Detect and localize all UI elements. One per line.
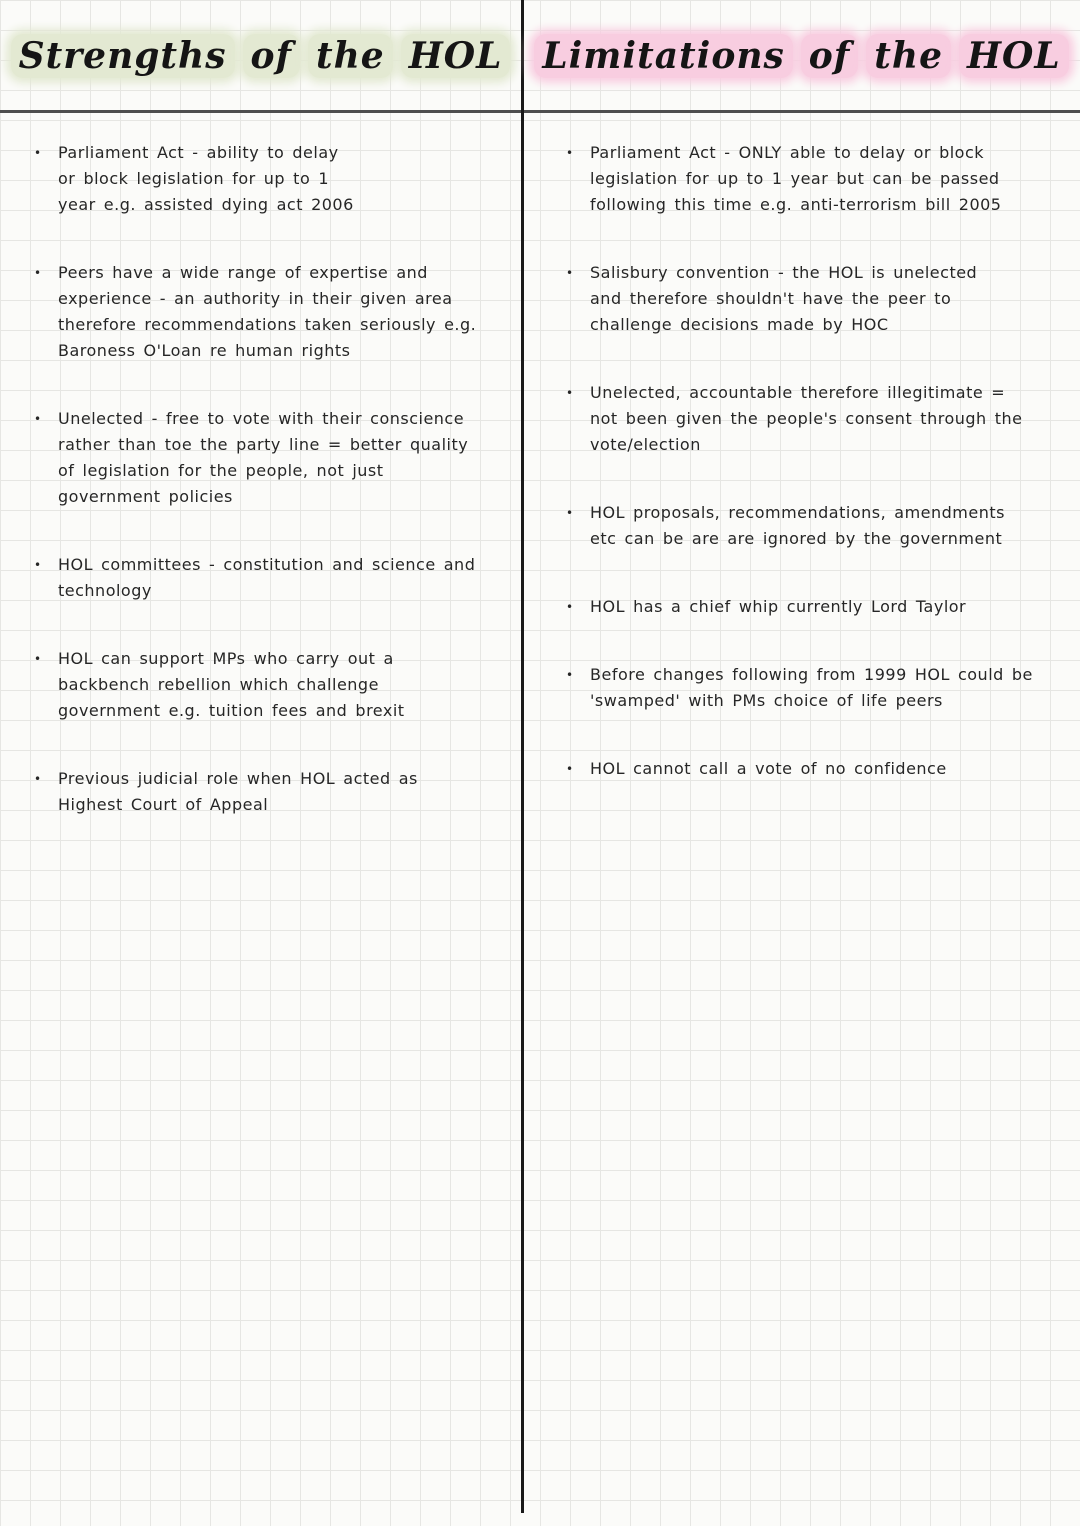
bullet-line: vote/election bbox=[590, 435, 701, 454]
bullet-item bbox=[560, 756, 1078, 782]
bullet-line: Salisbury convention - the HOL is unelected bbox=[590, 263, 978, 282]
strengths-bullet-list bbox=[28, 140, 520, 818]
bullet-line: government e.g. tuition fees and brexit bbox=[58, 701, 405, 720]
bullet-item bbox=[560, 260, 1078, 338]
bullet-lines bbox=[590, 756, 1078, 782]
bullet-line: etc can be are are ignored by the government bbox=[590, 529, 1003, 548]
bullet-line: HOL proposals, recommendations, amendments bbox=[590, 503, 1005, 522]
bullet-lines bbox=[58, 260, 520, 364]
bullet-line: government policies bbox=[58, 487, 233, 506]
bullet-item bbox=[28, 552, 520, 604]
bullet-line: 'swamped' with PMs choice of life peers bbox=[590, 691, 943, 710]
limitations-bullet-list bbox=[560, 140, 1078, 782]
bullet-line: HOL committees - constitution and science and bbox=[58, 555, 476, 574]
bullet-line: following this time e.g. anti-terrorism bill 2005 bbox=[590, 195, 1002, 214]
bullet-dot: • bbox=[566, 506, 574, 520]
bullet-lines bbox=[590, 140, 1078, 218]
limitations-title bbox=[523, 34, 1080, 78]
bullet-line: HOL cannot call a vote of no confidence bbox=[590, 759, 947, 778]
bullet-item bbox=[560, 140, 1078, 218]
bullet-dot: • bbox=[34, 652, 42, 666]
bullet-lines bbox=[590, 380, 1078, 458]
bullet-dot: • bbox=[566, 146, 574, 160]
bullet-line: HOL has a chief whip currently Lord Taylor bbox=[590, 597, 967, 616]
bullet-item bbox=[28, 406, 520, 510]
bullet-line: Unelected, accountable therefore illegitimate = bbox=[590, 383, 1006, 402]
title-word: of bbox=[801, 34, 859, 78]
bullet-dot: • bbox=[34, 772, 42, 786]
bullet-lines bbox=[590, 662, 1078, 714]
bullet-lines bbox=[58, 646, 520, 724]
bullet-dot: • bbox=[566, 600, 574, 614]
bullet-item bbox=[560, 594, 1078, 620]
bullet-lines bbox=[590, 594, 1078, 620]
bullet-line: technology bbox=[58, 581, 152, 600]
title-word: HOL bbox=[401, 34, 511, 78]
bullet-dot: • bbox=[566, 762, 574, 776]
bullet-item bbox=[28, 646, 520, 724]
bullet-item bbox=[560, 380, 1078, 458]
title-word: of bbox=[243, 34, 301, 78]
header-underline bbox=[0, 110, 1080, 113]
bullet-line: HOL can support MPs who carry out a bbox=[58, 649, 394, 668]
bullet-dot: • bbox=[34, 266, 42, 280]
bullet-lines bbox=[58, 140, 520, 218]
title-word: Limitations bbox=[534, 34, 792, 78]
bullet-line: Previous judicial role when HOL acted as bbox=[58, 769, 418, 788]
bullet-line: challenge decisions made by HOC bbox=[590, 315, 889, 334]
bullet-item bbox=[560, 662, 1078, 714]
bullet-dot: • bbox=[34, 146, 42, 160]
title-word: Strengths bbox=[11, 34, 235, 78]
bullet-line: of legislation for the people, not just bbox=[58, 461, 384, 480]
bullet-item bbox=[28, 766, 520, 818]
bullet-dot: • bbox=[34, 412, 42, 426]
bullet-lines bbox=[590, 260, 1078, 338]
bullet-lines bbox=[58, 766, 520, 818]
bullet-line: therefore recommendations taken seriously e.g. bbox=[58, 315, 477, 334]
bullet-dot: • bbox=[566, 266, 574, 280]
bullet-line: Peers have a wide range of expertise and bbox=[58, 263, 428, 282]
title-word: the bbox=[866, 34, 951, 78]
bullet-line: rather than toe the party line = better quality bbox=[58, 435, 469, 454]
bullet-line: Parliament Act - ONLY able to delay or block bbox=[590, 143, 985, 162]
bullet-item bbox=[28, 260, 520, 364]
bullet-dot: • bbox=[566, 668, 574, 682]
title-word: the bbox=[308, 34, 393, 78]
bullet-line: Highest Court of Appeal bbox=[58, 795, 269, 814]
title-word: HOL bbox=[959, 34, 1069, 78]
limitations-column bbox=[560, 140, 1078, 824]
column-divider bbox=[521, 0, 524, 1513]
bullet-line: or block legislation for up to 1 bbox=[58, 169, 329, 188]
strengths-title bbox=[0, 34, 521, 78]
bullet-line: Unelected - free to vote with their conscience bbox=[58, 409, 465, 428]
bullet-line: Before changes following from 1999 HOL could be bbox=[590, 665, 1033, 684]
bullet-lines bbox=[590, 500, 1078, 552]
strengths-column bbox=[28, 140, 520, 860]
bullet-lines bbox=[58, 406, 520, 510]
bullet-line: Baroness O'Loan re human rights bbox=[58, 341, 351, 360]
bullet-line: Parliament Act - ability to delay bbox=[58, 143, 339, 162]
bullet-lines bbox=[58, 552, 520, 604]
bullet-dot: • bbox=[34, 558, 42, 572]
bullet-line: and therefore shouldn't have the peer to bbox=[590, 289, 952, 308]
bullet-dot: • bbox=[566, 386, 574, 400]
bullet-item bbox=[28, 140, 520, 218]
bullet-line: backbench rebellion which challenge bbox=[58, 675, 379, 694]
bullet-line: year e.g. assisted dying act 2006 bbox=[58, 195, 354, 214]
bullet-item bbox=[560, 500, 1078, 552]
bullet-line: legislation for up to 1 year but can be passed bbox=[590, 169, 1000, 188]
bullet-line: not been given the people's consent through the bbox=[590, 409, 1023, 428]
bullet-line: experience - an authority in their given area bbox=[58, 289, 453, 308]
